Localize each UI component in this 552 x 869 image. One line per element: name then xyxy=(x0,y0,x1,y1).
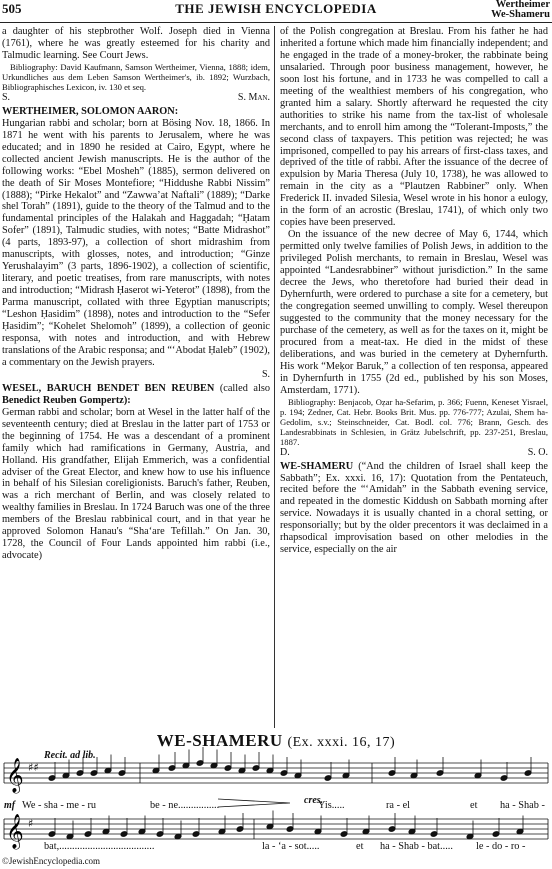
entry-heading: WE-SHAMERU xyxy=(280,460,354,472)
page-header xyxy=(0,0,552,23)
signature-initial: S. xyxy=(261,368,270,380)
paragraph: a daughter of his stepbrother Wolf. Joseph died in Vienna (1761), where he was greatly esteemed for his charity and Talmudic learning. See Court Jews. xyxy=(2,26,270,61)
heading-note: (called also xyxy=(219,382,270,394)
paragraph: On the issuance of the new decree of May 6, 1744, which permitted only twelve families of Polish Jews, in addition to the privileged Polish merchants, to remain in Breslau, Wesel was appointed “Landesrabbiner” without jurisdiction.” In the same decree the Jews, who theretofore had buried their dead in Dyhernfurth, were ordered to purchase a site for a cemetery, but the congregation seemed unwilling to comply. Wesel thereupon suggested to the community that the money necessary for the purchase of the cemetery, as well as for the taxes on it, might be procured from a meat-tax. He died in the midst of these deliberations, and was buried in the cemetery at Dyhernfurth. His work “Meḳor Baruk,” a collection of ten responsa, appeared in Dyhernfurth in 1755 (2d ed., published by his son Moses, Amsterdam, 1771). xyxy=(280,229,548,396)
paragraph: German rabbi and scholar; born at Wesel in the latter half of the seventeenth century; died at Breslau in the latter part of 1753 or the beginning of 1754. He was a descendant of a prominent family which had ramifications in Germany, Austria, and Holland. His grandfather, Elijah Emmerich, was a confidential adviser of the Great Elector, and knew how to use his influence in behalf of his Silesian coreligionists. Baruch's father, Reuben, was a rich merchant of Berlin, and was closely related to wealthy families in Breslau. In 1724 Baruch was one of the three members of the Breslau rabbinical court, and in that year he approved Solomon Hanau's “Sha‘are Tefillah.” On Jan. 30, 1728, the Council of Four Lands appointed him rabbi (i.e., advocate) xyxy=(2,406,270,562)
lyric-syllable: We - sha - me - ru xyxy=(22,800,97,811)
column-rule xyxy=(274,26,275,728)
key-signature-sharp-icon: ♯ xyxy=(28,817,34,830)
right-column xyxy=(280,26,548,728)
signature-initial: S. xyxy=(2,91,11,103)
lyric-syllable: et xyxy=(356,841,364,852)
page-number: 505 xyxy=(2,1,22,16)
running-head-bottom: We-Shameru xyxy=(491,9,550,20)
treble-clef-icon: 𝄞 xyxy=(6,814,24,849)
dynamic-cres: cres. xyxy=(304,795,324,806)
left-column xyxy=(2,26,270,728)
entry-heading: WERTHEIMER, SOLOMON AARON: xyxy=(2,105,179,117)
lyric-syllable: ra - el xyxy=(386,800,411,811)
tempo-marking: Recit. ad lib. xyxy=(44,750,96,761)
lyric-syllable: et xyxy=(470,800,478,811)
lyric-syllable: ha - Shab - bat..... xyxy=(380,841,453,852)
signature-author: S. O. xyxy=(527,446,548,458)
signature-initial: D. xyxy=(280,446,290,458)
crescendo-hairpin-icon xyxy=(218,799,290,807)
lyric-syllable: be - ne................ xyxy=(150,800,220,811)
running-head-top: Wertheimer xyxy=(495,0,550,10)
note-group-staff-1 xyxy=(48,747,532,781)
lyric-syllable: le - do - ro - xyxy=(476,841,526,852)
signature-line xyxy=(2,92,270,104)
running-head xyxy=(491,0,550,20)
staff-1 xyxy=(4,763,548,783)
lyric-syllable: ha - Shab - xyxy=(500,800,545,811)
signature-author: S. Man. xyxy=(237,91,270,103)
heading-alias: Benedict Reuben Gompertz): xyxy=(2,394,131,406)
lyric-syllable: bat,..................................... xyxy=(44,841,155,852)
copyright-footer: ©JewishEncyclopedia.com xyxy=(2,856,101,866)
key-signature-sharp-icon: ♯♯ xyxy=(28,761,39,774)
lyric-syllable: Yis..... xyxy=(318,800,345,811)
paragraph: (“And the children of Israel shall keep the Sabbath”; Ex. xxxi. 16, 17): Quotation from the Pentateuch, recited before the “‘Amidah” in the Sabbath evening service, and repeated in the domestic Kiddush on Sabbath morning after service. Nowadays it is usually chanted in a choral setting, or responsorially; but by the older precentors it was declaimed in a rhapsodical improvisation based on other melodies in the service, especially on the air xyxy=(280,460,548,556)
bibliography: Bibliography: David Kaufmann, Samson Wertheimer, Vienna, 1888; idem, Urkundliches aus dem Leben Samson Wertheimer's, ib. 1892; Wurzbach, Bibliographisches Lexicon, iv. 130 et seq. xyxy=(2,61,270,92)
lyric-syllable: la - ‘a - sot..... xyxy=(262,841,320,852)
publication-title: THE JEWISH ENCYCLOPEDIA xyxy=(175,1,377,16)
signature-line xyxy=(280,447,548,459)
music-title-text: WE-SHAMERU xyxy=(156,731,283,750)
dynamic-mf: mf xyxy=(4,800,16,811)
treble-clef-icon: 𝄞 xyxy=(6,758,24,793)
paragraph: Hungarian rabbi and scholar; born at Bösing Nov. 18, 1866. In 1871 he went with his parents to Jerusalem, where he was educated; and in 1890 he resided at Cairo, Egypt, where he collected ancient Jewish manuscripts. He is the author of the following works: “Ebel Mosheh” (1885), sermon delivered on the death of Sir Moses Montefiore; “Hiddushe Rabbi Nissim” (1888); “Pirke Hekalot” and “Zawwa’at Naftali” (1889); “Darke shel Torah” (1891), guide to the theory of the Talmud and to the fundamental principles of the Halakah and Haggadah; “Ḥatam Sofer” (1891), Talmudic studies, with notes; “Batte Midrashot” (4 parts, 1893-97), a collection of short midrashim from manuscripts, with glosses, notes, and introduction; “Ginze Yerushalayim” (3 parts, 1896-1902), a collection of scientific, literary, and poetic treatises, from rare manuscripts, with notes and introduction; “Midrash Ḥaserot wi-Yeterot” (1898), from the Parma manuscript, collated with three Egyptian manuscripts; “Leshon Ḥasidim” (1898), notes and introduction to the “Sefer Ḥasidim”; “Kohelet Shelomoh” (1899), a collection of geonic responsa, with notes and introduction, and with Hebrew translations of the Arabic responsa; and “‘Abodat Ḥaleb” (1902), a commentary on the Jewish prayers. xyxy=(2,117,270,368)
music-subtitle: (Ex. xxxi. 16, 17) xyxy=(287,735,396,750)
signature-line xyxy=(2,369,270,381)
paragraph: of the Polish congregation at Breslau. From his father he had inherited a fortune which made him financially independent; and he engaged in the trade of a money-broker, the rabbinate being unsalaried. Through poor business management, however, he soon lost his fortune, and in 1733 he was compelled to call a meeting of the wealthiest members of his congregation, who granted him a salary. Shortly afterward he requested the city authorities to strike his name from the tax-list of wholesale merchants, and to enroll him among the “Tolerant-Imposts,” the second class of taxpayers. This petition was rejected; he was imprisoned, compelled to pay his arrears of first-class taxes, and deprived of the title of rabbi. After the issuance of the decree of expulsion by Maria Theresa (July 10, 1738), he was allowed to remain in the city as a “Plautzen Rabbiner” only. When Frederick II. invaded Silesia, Wesel wrote in his honor a eulogy, in the form of an acrostic (Breslau, 1741), of which only two copies have been preserved. xyxy=(280,26,548,229)
bibliography: Bibliography: Benjacob, Oẓar ha-Sefarim, p. 366; Fuenn, Keneset Yisrael, p. 194; Zedner, Cat. Hebr. Books Brit. Mus. pp. 776-777; Azulai, Shem ha-Gedolim, s.v.; Steinschneider, Cat. Bodl. col. 776; Brann, Gesch. des Landesrabbinats in Schlesien, in Grätz Jubelschrift, pp. 237-251, Breslau, 1887. xyxy=(280,396,548,447)
note-group-staff-2 xyxy=(48,811,524,840)
entry-heading: WESEL, BARUCH BENDET BEN REUBEN xyxy=(2,382,215,394)
